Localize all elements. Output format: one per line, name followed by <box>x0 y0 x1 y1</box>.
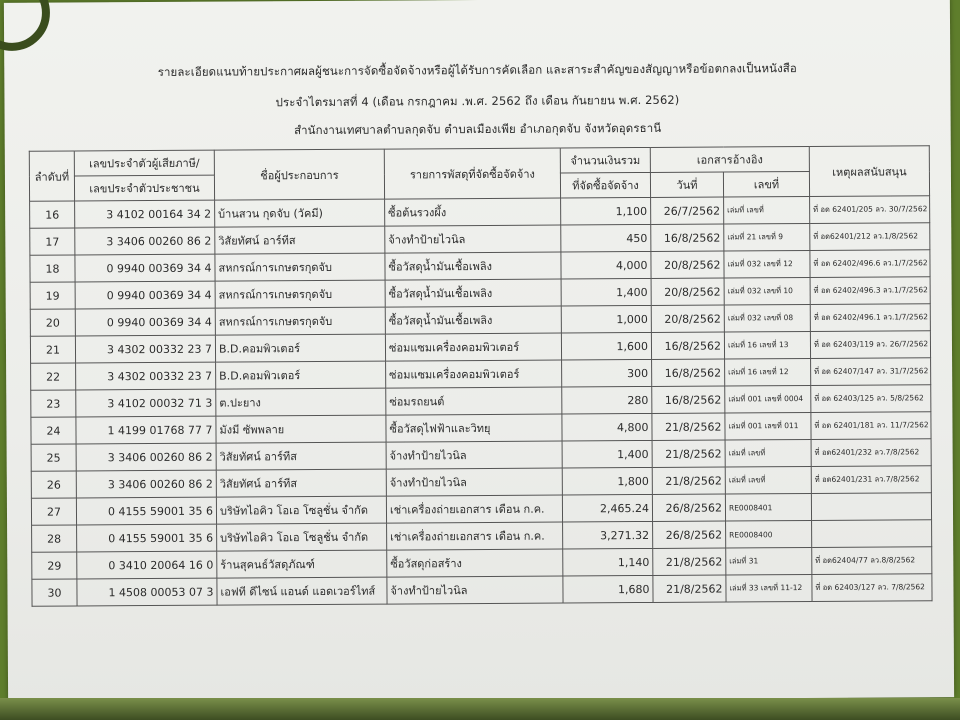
cell-vendor: ต.ปะยาง <box>216 388 386 416</box>
cell-doc-no: เล่มที่ 33 เลขที่ 11-12 <box>726 574 812 602</box>
cell-doc-no: เล่มที่ 032 เลขที่ 12 <box>724 250 810 278</box>
cell-date: 21/8/2562 <box>652 413 725 440</box>
cell-item: ซื้อวัสดุไฟฟ้าและวิทยุ <box>386 414 562 442</box>
doc-title: รายละเอียดแนบท้ายประกาศผลผู้ชนะการจัดซื้อจัดจ้างหรือผู้ได้รับการคัดเลือก และสาระสำคัญของสัญญาหรือข้อตกลงเป็นหนังสือ <box>157 61 797 79</box>
cell-item: จ้างทำป้ายไวนิล <box>387 576 563 604</box>
cell-amount: 4,800 <box>562 413 652 441</box>
cell-doc-no: เล่มที่ 001 เลขที่ 011 <box>725 412 811 440</box>
cell-vendor: วิสัยทัศน์ อาร์ทีส <box>216 469 386 497</box>
cell-tax-id: 1 4199 01768 77 7 <box>76 416 216 444</box>
cell-vendor: สหกรณ์การเกษตรกุดจับ <box>215 253 385 281</box>
cell-amount: 450 <box>561 224 651 252</box>
cell-amount: 2,465.24 <box>562 494 652 522</box>
cell-tax-id: 1 4508 00053 07 3 <box>77 578 217 606</box>
cell-amount: 1,400 <box>562 440 652 468</box>
cell-doc-no: เล่มที่ 001 เลขที่ 0004 <box>725 385 811 413</box>
cell-doc-no: เล่มที่ เลขที่ <box>725 439 811 467</box>
cell-seq: 29 <box>32 552 77 579</box>
cell-date: 16/8/2562 <box>652 359 725 386</box>
cell-vendor: วิสัยทัศน์ อาร์ทีส <box>215 226 385 254</box>
cell-reason: ที่ อด 62402/496.6 ลว.1/7/2562 <box>810 250 930 278</box>
cell-item: ซื้อวัสดุน้ำมันเชื้อเพลิง <box>385 252 561 280</box>
cell-reason: ที่ อด62401/232 ลว.7/8/2562 <box>811 439 931 467</box>
cell-date: 21/8/2562 <box>652 467 725 494</box>
cell-vendor: บ้านสวน กุดจับ (วัคมี) <box>215 199 385 227</box>
cell-doc-no: RE0008401 <box>725 493 811 521</box>
background-surface <box>0 698 960 720</box>
col-header-tax-id-2: เลขประจำตัวประชาชน <box>74 175 214 201</box>
cell-vendor: วิสัยทัศน์ อาร์ทีส <box>216 442 386 470</box>
cell-reason: ที่ อด 62401/205 ลว. 30/7/2562 <box>810 196 930 224</box>
cell-reason: ที่ อด62404/77 ลว.8/8/2562 <box>812 547 932 575</box>
cell-doc-no: เล่มที่ 21 เลขที่ 9 <box>724 223 810 251</box>
document-sheet <box>4 0 954 703</box>
cell-amount: 3,271.32 <box>563 521 653 549</box>
cell-seq: 27 <box>31 498 76 525</box>
cell-item: ซื้อวัสดุน้ำมันเชื้อเพลิง <box>385 279 561 307</box>
cell-tax-id: 0 4155 59001 35 6 <box>76 497 216 525</box>
cell-tax-id: 3 3406 00260 86 2 <box>76 470 216 498</box>
cell-amount: 1,100 <box>561 197 651 225</box>
cell-amount: 1,140 <box>563 548 653 576</box>
cell-doc-no: เล่มที่ 16 เลขที่ 13 <box>724 331 810 359</box>
col-header-seq: ลำดับที่ <box>29 151 74 201</box>
table-body <box>30 196 932 606</box>
cell-tax-id: 0 3410 20064 16 0 <box>77 551 217 579</box>
cell-tax-id: 3 4302 00332 23 7 <box>76 362 216 390</box>
cell-seq: 19 <box>30 282 75 309</box>
table-row <box>32 574 932 606</box>
cell-item: ซื้อต้นรวงผึ้ง <box>385 198 561 226</box>
cell-seq: 30 <box>32 579 77 606</box>
cell-vendor: สหกรณ์การเกษตรกุดจับ <box>215 280 385 308</box>
cell-seq: 23 <box>31 390 76 417</box>
cell-reason: ที่ อด 62407/147 ลว. 31/7/2562 <box>811 358 931 386</box>
col-header-amount-1: จำนวนเงินรวม <box>560 147 650 173</box>
cell-item: จ้างทำป้ายไวนิล <box>386 468 562 496</box>
col-header-item: รายการพัสดุที่จัดซื้อจัดจ้าง <box>384 148 560 199</box>
cell-reason: ที่ อด62401/231 ลว.7/8/2562 <box>811 466 931 494</box>
cell-vendor: B.D.คอมพิวเตอร์ <box>215 334 385 362</box>
cell-vendor: บริษัทไอคิว โอเอ โซลูชั่น จำกัด <box>217 523 387 551</box>
cell-vendor: สหกรณ์การเกษตรกุดจับ <box>215 307 385 335</box>
cell-reason: ที่ อด 62402/496.1 ลว.1/7/2562 <box>810 304 930 332</box>
cell-tax-id: 0 9940 00369 34 4 <box>75 281 215 309</box>
cell-tax-id: 0 9940 00369 34 4 <box>75 254 215 282</box>
cell-amount: 300 <box>562 359 652 387</box>
cell-reason: ที่ อด 62403/125 ลว. 5/8/2562 <box>811 385 931 413</box>
col-header-ref-docs: เอกสารอ้างอิง <box>650 146 809 172</box>
cell-date: 21/8/2562 <box>653 548 726 575</box>
cell-amount: 4,000 <box>561 251 651 279</box>
cell-item: ซื้อวัสดุก่อสร้าง <box>387 549 563 577</box>
cell-seq: 17 <box>30 228 75 255</box>
cell-amount: 1,800 <box>562 467 652 495</box>
cell-reason: ที่ อด 62402/496.3 ลว.1/7/2562 <box>810 277 930 305</box>
cell-tax-id: 3 3406 00260 86 2 <box>75 227 215 255</box>
cell-date: 16/8/2562 <box>651 224 724 251</box>
cell-date: 26/8/2562 <box>652 494 725 521</box>
cell-item: ซ่อมแซมเครื่องคอมพิวเตอร์ <box>386 360 562 388</box>
cell-tax-id: 0 9940 00369 34 4 <box>75 308 215 336</box>
cell-doc-no: เล่มที่ 31 <box>726 547 812 575</box>
cell-item: ซ่อมแซมเครื่องคอมพิวเตอร์ <box>385 333 561 361</box>
cell-reason: ที่ อด 62401/181 ลว. 11/7/2562 <box>811 412 931 440</box>
cell-tax-id: 3 3406 00260 86 2 <box>76 443 216 471</box>
cell-tax-id: 0 4155 59001 35 6 <box>77 524 217 552</box>
cell-seq: 18 <box>30 255 75 282</box>
cell-seq: 20 <box>30 309 75 336</box>
cell-vendor: ร้านสุคนธ์วัสดุภัณฑ์ <box>217 550 387 578</box>
cell-seq: 24 <box>31 417 76 444</box>
cell-item: ซื้อวัสดุน้ำมันเชื้อเพลิง <box>385 306 561 334</box>
cell-tax-id: 3 4302 00332 23 7 <box>75 335 215 363</box>
cell-amount: 1,680 <box>563 575 653 603</box>
doc-office: สำนักงานเทศบาลตำบลกุดจับ ตำบลเมืองเพีย อำเภอกุดจับ จังหวัดอุดรธานี <box>294 120 662 138</box>
cell-date: 21/8/2562 <box>653 575 726 602</box>
cell-item: เช่าเครื่องถ่ายเอกสาร เดือน ก.ค. <box>386 495 562 523</box>
col-header-tax-id-1: เลขประจำตัวผู้เสียภาษี/ <box>74 150 214 176</box>
cell-reason: ที่ อด 62403/127 ลว. 7/8/2562 <box>812 574 932 602</box>
cell-date: 16/8/2562 <box>651 332 724 359</box>
cell-doc-no: เล่มที่ 032 เลขที่ 08 <box>724 304 810 332</box>
cell-date: 20/8/2562 <box>651 278 724 305</box>
cell-item: ซ่อมรถยนต์ <box>386 387 562 415</box>
cell-seq: 22 <box>31 363 76 390</box>
cell-doc-no: RE0008400 <box>726 520 812 548</box>
doc-period: ประจำไตรมาสที่ 4 (เดือน กรกฎาคม .พ.ศ. 2562 ถึง เดือน กันยายน พ.ศ. 2562) <box>275 92 680 110</box>
cell-vendor: บริษัทไอคิว โอเอ โซลูชั่น จำกัด <box>216 496 386 524</box>
cell-date: 26/8/2562 <box>653 521 726 548</box>
col-header-vendor: ชื่อผู้ประกอบการ <box>214 149 384 200</box>
cell-doc-no: เล่มที่ เลขที่ <box>724 196 810 224</box>
binder-ring-decoration <box>0 0 50 51</box>
cell-reason <box>811 493 931 521</box>
cell-reason: ที่ อด62401/212 ลว.1/8/2562 <box>810 223 930 251</box>
col-header-reason: เหตุผลสนับสนุน <box>809 146 929 197</box>
cell-amount: 1,000 <box>561 305 651 333</box>
cell-item: เช่าเครื่องถ่ายเอกสาร เดือน ก.ค. <box>387 522 563 550</box>
cell-vendor: B.D.คอมพิวเตอร์ <box>216 361 386 389</box>
cell-date: 20/8/2562 <box>651 251 724 278</box>
cell-amount: 1,600 <box>561 332 651 360</box>
cell-seq: 21 <box>30 336 75 363</box>
cell-seq: 16 <box>30 201 75 228</box>
cell-doc-no: เล่มที่ เลขที่ <box>725 466 811 494</box>
col-header-amount-2: ที่จัดซื้อจัดจ้าง <box>560 172 650 198</box>
cell-tax-id: 3 4102 00164 34 2 <box>75 200 215 228</box>
cell-vendor: เอฟที ดีไซน์ แอนด์ แอดเวอร์ไทส์ <box>217 577 387 605</box>
cell-date: 20/8/2562 <box>651 305 724 332</box>
cell-item: จ้างทำป้ายไวนิล <box>385 225 561 253</box>
cell-date: 21/8/2562 <box>652 440 725 467</box>
cell-tax-id: 3 4102 00032 71 3 <box>76 389 216 417</box>
procurement-table <box>29 145 933 606</box>
cell-amount: 280 <box>562 386 652 414</box>
col-header-doc-no: เลขที่ <box>723 171 809 197</box>
cell-seq: 26 <box>31 471 76 498</box>
cell-date: 16/8/2562 <box>652 386 725 413</box>
cell-seq: 28 <box>32 525 77 552</box>
cell-amount: 1,400 <box>561 278 651 306</box>
cell-doc-no: เล่มที่ 16 เลขที่ 12 <box>725 358 811 386</box>
cell-date: 26/7/2562 <box>651 197 724 224</box>
cell-doc-no: เล่มที่ 032 เลขที่ 10 <box>724 277 810 305</box>
cell-reason: ที่ อด 62403/119 ลว. 26/7/2562 <box>810 331 930 359</box>
cell-item: จ้างทำป้ายไวนิล <box>386 441 562 469</box>
cell-vendor: มังมี ซัพพลาย <box>216 415 386 443</box>
cell-reason <box>812 520 932 548</box>
col-header-date: วันที่ <box>650 172 723 197</box>
cell-seq: 25 <box>31 444 76 471</box>
